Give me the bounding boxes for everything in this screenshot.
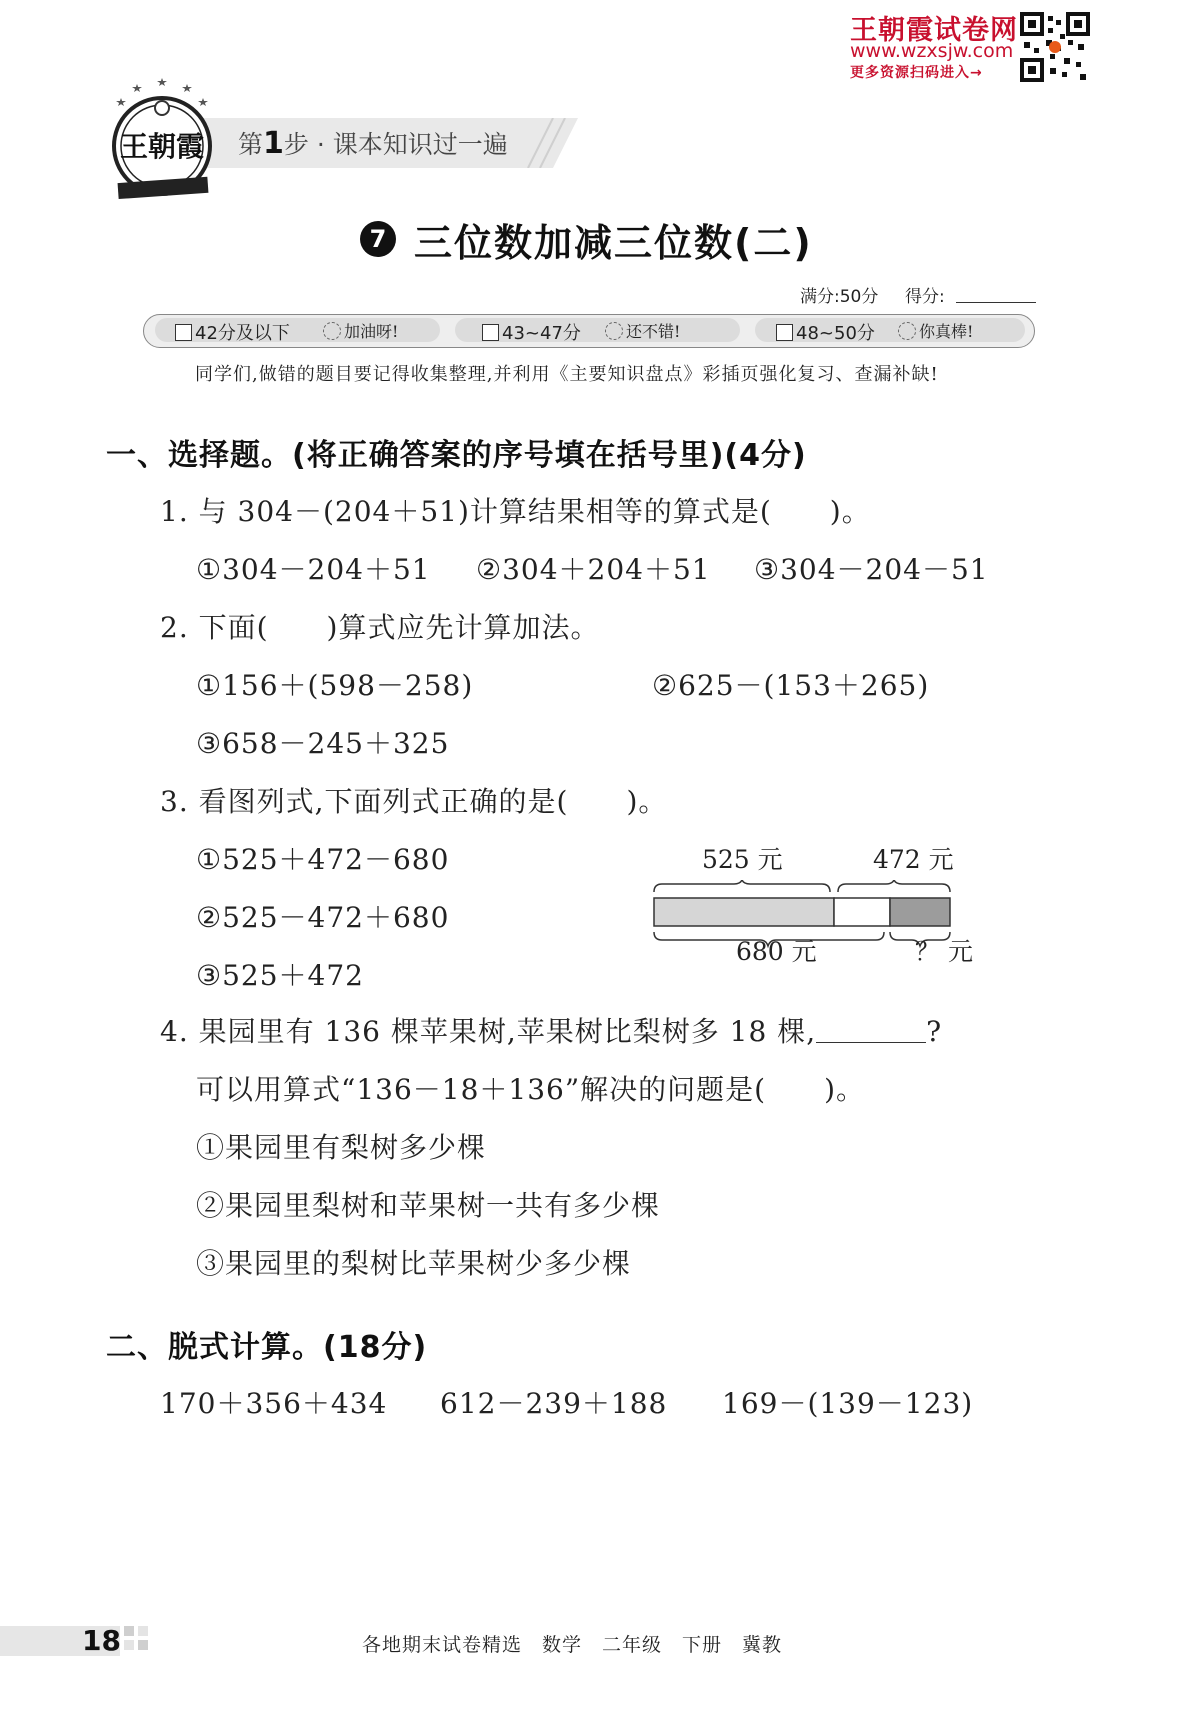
question-4-line2: 可以用算式“136－18＋136”解决的问题是( )。: [196, 1073, 865, 1106]
calc-item-1: 170＋356＋434: [160, 1387, 388, 1420]
q4-option-1[interactable]: ①果园里有梨树多少棵: [196, 1131, 487, 1164]
step-label: 第1步 · 课本知识过一遍: [238, 126, 508, 161]
grade-option[interactable]: 43~47分: [482, 319, 581, 345]
bar-segment-unknown: [890, 898, 950, 926]
checkbox[interactable]: [776, 324, 793, 341]
q1-option-2[interactable]: ②304＋204＋51: [476, 553, 711, 586]
grade-comment: 你真棒!: [898, 319, 973, 342]
section1-heading: 一、选择题。(将正确答案的序号填在括号里)(4分): [106, 438, 807, 473]
q2-option-3[interactable]: ③658－245＋325: [196, 727, 450, 760]
calc-item-3: 169－(139－123): [722, 1387, 974, 1420]
lesson-title: 三位数加减三位数(二): [414, 221, 813, 265]
grade-option[interactable]: 48~50分: [776, 319, 875, 345]
smiley-icon: [605, 322, 623, 340]
checkbox[interactable]: [175, 324, 192, 341]
q1-option-3[interactable]: ③304－204－51: [754, 553, 989, 586]
q1-option-1[interactable]: ①304－204＋51: [196, 553, 431, 586]
bar-segment-middle: [834, 898, 890, 926]
q3-option-1[interactable]: ①525＋472－680: [196, 843, 450, 876]
figure-label-top-left: 525 元: [702, 845, 783, 874]
page-number: 18: [82, 1624, 121, 1657]
score-blank[interactable]: [956, 302, 1036, 303]
grade-option[interactable]: 42分及以下: [175, 319, 290, 345]
brace-top-right: [838, 880, 950, 892]
bar-segment-525: [654, 898, 834, 926]
question-1: 1. 与 304－(204＋51)计算结果相等的算式是( )。: [160, 495, 871, 528]
notice-text: 同学们,做错的题目要记得收集整理,并利用《主要知识盘点》彩插页强化复习、查漏补缺!: [195, 364, 939, 385]
q3-option-2[interactable]: ②525－472＋680: [196, 901, 450, 934]
calc-item-2: 612－239＋188: [440, 1387, 668, 1420]
checkbox[interactable]: [482, 324, 499, 341]
section2-heading: 二、脱式计算。(18分): [106, 1330, 428, 1365]
q2-option-1[interactable]: ①156＋(598－258): [196, 669, 474, 702]
q4-option-2[interactable]: ②果园里梨树和苹果树一共有多少棵: [196, 1189, 661, 1222]
q2-option-2[interactable]: ②625－(153＋265): [652, 669, 930, 702]
question-2: 2. 下面( )算式应先计算加法。: [160, 611, 600, 644]
footer-text: 各地期末试卷精选 数学 二年级 下册 冀教: [362, 1634, 783, 1656]
q3-option-3[interactable]: ③525＋472: [196, 959, 364, 992]
figure-label-bottom-left: 680 元: [736, 937, 817, 966]
score-label: 得分:: [905, 287, 945, 307]
smiley-icon: [898, 322, 916, 340]
question-3: 3. 看图列式,下面列式正确的是( )。: [160, 785, 668, 818]
q4-answer-blank[interactable]: [816, 1018, 926, 1043]
brace-top-left: [654, 880, 830, 892]
grade-comment: 还不错!: [605, 319, 680, 342]
footer-deco-icon: [122, 1624, 152, 1658]
figure-label-bottom-right: ？ 元: [915, 937, 973, 966]
brand-tip: 更多资源扫码进入→: [850, 65, 983, 81]
q4-option-3[interactable]: ③果园里的梨树比苹果树少多少棵: [196, 1247, 632, 1280]
figure-label-top-right: 472 元: [873, 845, 954, 874]
grade-comment: 加油呀!: [323, 319, 398, 342]
wangzhaoxia-logo: [104, 76, 220, 202]
smiley-icon: [323, 322, 341, 340]
lesson-number-badge: 7: [360, 221, 396, 257]
full-mark: 满分:50分: [800, 287, 879, 307]
question-4: 4. 果园里有 136 棵苹果树,苹果树比梨树多 18 棵, ?: [160, 1015, 943, 1048]
brand-name: 王朝霞试卷网: [850, 15, 1018, 46]
qr-code-icon[interactable]: [1020, 12, 1090, 82]
svg-text:王朝霞: 王朝霞: [119, 130, 205, 163]
brand-url[interactable]: www.wzxsjw.com: [850, 40, 1014, 62]
